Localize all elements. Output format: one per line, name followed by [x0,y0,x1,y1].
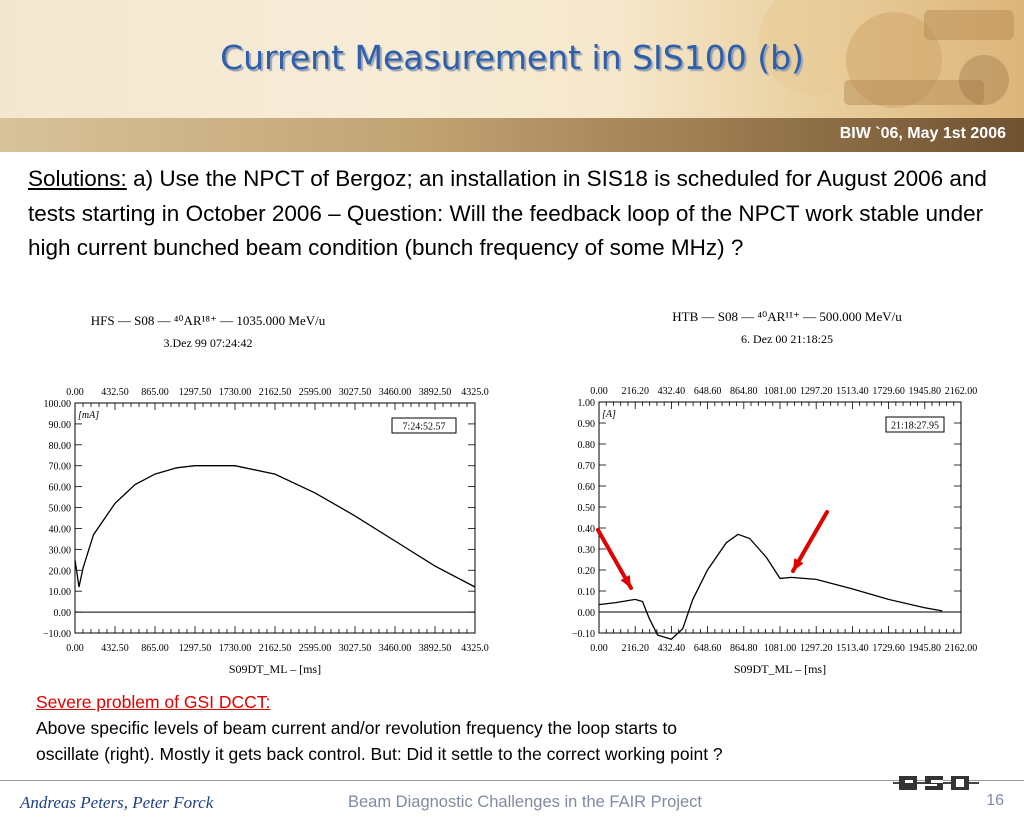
y-tick-label: 70.00 [48,461,71,473]
x-tick-label-top: 1729.60 [872,386,905,397]
x-tick-label-bottom: 1297.50 [178,643,212,654]
y-tick-label: 0.00 [53,608,71,620]
x-tick-label-top: 216.20 [621,386,649,397]
x-tick-label-bottom: 216.20 [621,643,649,654]
y-tick-label: 10.00 [48,587,71,599]
y-tick-label: 0.70 [577,461,595,472]
plot-header: HFS — S08 — ⁴⁰AR¹⁸⁺ — 1035.000 MeV/u [90,313,326,328]
x-tick-label-top: 864.80 [730,386,758,397]
slide-title: Current Measurement in SIS100 (b) [220,38,804,77]
y-tick-label: 20.00 [48,566,71,578]
plot-date: 3.Dez 99 07:24:42 [163,336,253,350]
data-curve [599,534,942,639]
x-tick-label-top: 1730.00 [218,387,252,398]
x-tick-label-top: 4325.0 [461,387,489,398]
x-tick-label-top: 3892.50 [418,387,452,398]
x-tick-label-bottom: 1729.60 [872,643,905,654]
problem-title: Severe problem of GSI DCCT: [36,692,271,712]
y-tick-label: 1.00 [577,398,595,409]
y-tick-label: 30.00 [48,545,71,557]
y-tick-label: 0.80 [577,440,595,451]
plot-frame [75,403,475,633]
x-tick-label-top: 1297.50 [178,387,212,398]
x-tick-label-top: 3027.50 [338,387,372,398]
x-tick-label-bottom: 1730.00 [218,643,252,654]
y-tick-label: 0.20 [577,566,595,577]
x-tick-label-bottom: 865.00 [141,643,169,654]
x-tick-label-bottom: 4325.0 [461,643,489,654]
solutions-paragraph [28,162,988,266]
left-plot [22,305,500,677]
x-axis-label: S09DT_ML – [ms] [228,662,322,676]
x-tick-label-top: 648.60 [693,386,722,397]
x-tick-label-top: 432.40 [657,386,686,397]
x-tick-label-bottom: 1297.20 [799,643,833,654]
right-plot [555,303,985,683]
x-tick-label-top: 3460.00 [378,387,412,398]
x-tick-label-bottom: 432.50 [101,643,129,654]
y-tick-label: −0.10 [571,629,595,640]
footer-divider [0,780,1024,781]
x-tick-label-top: 865.00 [141,387,169,398]
timestamp: 7:24:52.57 [402,421,446,433]
problem-line-1: Above specific levels of beam current and/or revolution frequency the loop starts to [36,718,678,738]
x-tick-label-top: 2595.00 [298,387,332,398]
x-tick-label-top: 432.50 [101,387,129,398]
y-tick-label: 50.00 [48,503,71,515]
plot-header: HTB — S08 — ⁴⁰AR¹¹⁺ — 500.000 MeV/u [672,309,902,324]
y-unit: [A] [602,409,616,420]
x-tick-label-top: 2162.50 [258,387,292,398]
x-tick-label-top: 1513.40 [836,386,869,397]
x-tick-label-top: 0.00 [66,387,84,398]
x-tick-label-bottom: 2162.50 [258,643,292,654]
x-tick-label-bottom: 3027.50 [338,643,372,654]
y-tick-label: 0.00 [577,608,595,619]
footer-authors: Andreas Peters, Peter Forck [20,793,214,812]
x-tick-label-top: 1945.80 [908,386,942,397]
y-tick-label: 0.60 [577,482,595,493]
solutions-text: a) Use the NPCT of Bergoz; an installation in SIS18 is scheduled for August 2006 and tests starting in October 2006 – Question: Will the feedback loop of the NPCT work stable under high current bunched beam condition (bunch frequency of some MHz) ? [28,166,987,260]
y-tick-label: 90.00 [48,419,71,431]
data-curve [75,466,475,587]
y-tick-label: 0.30 [577,545,595,556]
y-tick-label: −10.00 [42,629,71,640]
conference-label: BIW `06, May 1st 2006 [839,125,1006,142]
y-tick-label: 0.50 [577,503,595,514]
y-tick-label: 100.00 [43,399,71,410]
x-tick-label-bottom: 3460.00 [378,643,412,654]
x-tick-label-bottom: 432.40 [657,643,686,654]
x-tick-label-bottom: 0.00 [590,643,608,654]
x-tick-label-bottom: 1081.00 [763,643,797,654]
y-tick-label: 0.10 [577,587,595,598]
y-tick-label: 0.40 [577,524,595,535]
x-tick-label-top: 1081.00 [763,386,797,397]
y-tick-label: 40.00 [48,524,71,536]
plot-frame [599,402,961,633]
plot-date: 6. Dez 00 21:18:25 [741,332,833,346]
gsi-logo [893,773,979,793]
x-tick-label-top: 1297.20 [799,386,833,397]
x-tick-label-bottom: 0.00 [66,643,84,654]
x-tick-label-top: 0.00 [590,386,608,397]
y-tick-label: 80.00 [48,440,71,452]
solutions-label: Solutions: [28,166,127,191]
x-tick-label-bottom: 1513.40 [836,643,869,654]
x-tick-label-bottom: 3892.50 [418,643,452,654]
page-number: 16 [986,792,1004,809]
x-axis-label: S09DT_ML – [ms] [733,662,827,676]
footer-project: Beam Diagnostic Challenges in the FAIR Project [348,793,703,811]
problem-line-2: oscillate (right). Mostly it gets back control. But: Did it settle to the correct working point ? [36,744,723,764]
x-tick-label-bottom: 2595.00 [298,643,332,654]
x-tick-label-bottom: 1945.80 [908,643,942,654]
y-tick-label: 0.90 [577,419,595,430]
timestamp: 21:18:27.95 [890,420,940,432]
y-tick-label: 60.00 [48,482,71,494]
x-tick-label-bottom: 2162.00 [944,643,978,654]
problem-block [36,689,723,767]
y-unit: [mA] [78,410,100,421]
x-tick-label-top: 2162.00 [944,386,978,397]
x-tick-label-bottom: 648.60 [693,643,722,654]
x-tick-label-bottom: 864.80 [730,643,758,654]
